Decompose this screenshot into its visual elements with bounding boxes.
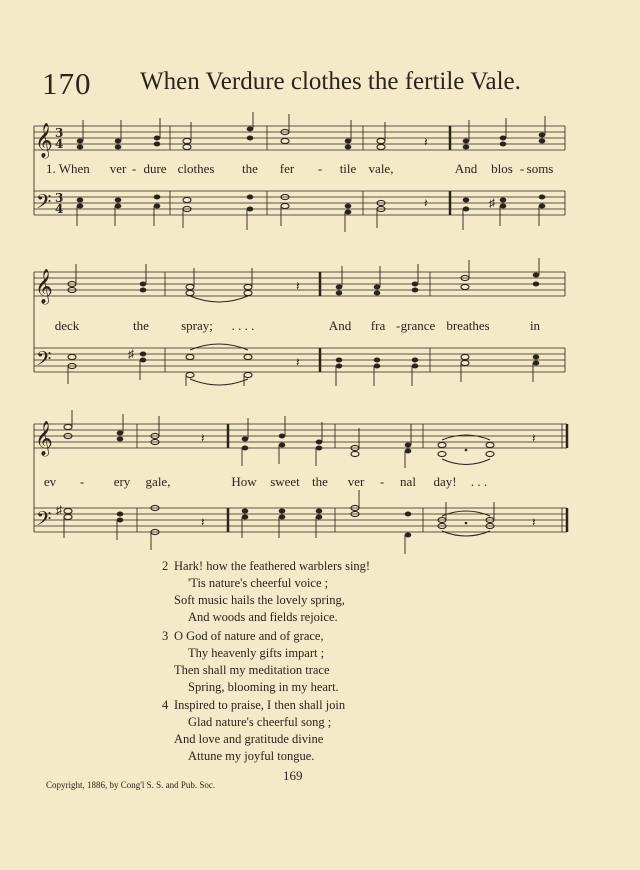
verse-line: Attune my joyful tongue. [188, 749, 315, 763]
verse-line: 'Tis nature's cheerful voice ; [188, 576, 329, 590]
staff-notation-2 [0, 258, 640, 388]
svg-text:𝄽: 𝄽 [532, 515, 536, 529]
svg-text:𝄽: 𝄽 [201, 515, 205, 529]
lyric-syllable: fra [370, 318, 386, 333]
lyric-hyphen: - [131, 161, 137, 176]
lyric-syllable: grance [400, 318, 436, 333]
lyric-syllable: tile [339, 161, 357, 176]
verse-4 [162, 697, 346, 765]
lyric-syllable: the [133, 318, 149, 333]
lyric-syllable: ver [347, 474, 365, 489]
svg-text:3: 3 [55, 191, 64, 205]
svg-text:𝄞: 𝄞 [35, 123, 53, 158]
lyric-syllable: dure [143, 161, 167, 176]
svg-text:𝄢: 𝄢 [36, 190, 52, 218]
verse-number: 2 [162, 559, 169, 573]
lyric-syllable: in [529, 318, 541, 333]
lyric-hyphen: - [317, 161, 323, 176]
svg-text:3: 3 [55, 126, 64, 140]
svg-text:𝄽: 𝄽 [201, 431, 205, 445]
verse-2 [162, 558, 371, 626]
lyric-syllable: deck [54, 318, 80, 333]
svg-text:𝄽: 𝄽 [424, 135, 428, 149]
lyric-syllable: soms [526, 161, 554, 176]
svg-text:𝄞: 𝄞 [35, 421, 53, 456]
lyric-hyphen: - [395, 318, 401, 333]
lyric-syllable: breathes [446, 318, 490, 333]
lyric-syllable: ery [113, 474, 131, 489]
lyric-syllable: 1. When [46, 161, 90, 176]
svg-text:4: 4 [55, 202, 64, 216]
svg-text:𝄽: 𝄽 [532, 431, 536, 445]
verse-line: Spring, blooming in my heart. [188, 680, 339, 694]
lyric-syllable: ev [43, 474, 57, 489]
svg-text:♯: ♯ [489, 196, 495, 210]
verse-line: And love and gratitude divine [174, 732, 324, 746]
verse-line: Hark! how the feathered warblers sing! [174, 559, 371, 573]
music-system-3 [0, 410, 640, 560]
verse-number: 3 [162, 629, 169, 643]
lyric-ellipsis: . . . . [231, 318, 255, 333]
svg-text:♯: ♯ [128, 347, 134, 361]
lyric-syllable: vale, [368, 161, 394, 176]
svg-text:𝄽: 𝄽 [296, 279, 300, 293]
music-system-2 [0, 258, 640, 388]
lyric-syllable: the [242, 161, 258, 176]
lyric-ellipsis: . . . [470, 474, 488, 489]
lyric-syllable: And [454, 161, 478, 176]
lyric-syllable: And [328, 318, 352, 333]
hymn-title: When Verdure clothes the fertile Vale. [140, 68, 521, 95]
lyric-syllable: clothes [177, 161, 215, 176]
svg-text:𝄞: 𝄞 [35, 269, 53, 304]
lyric-syllable: sweet [270, 474, 300, 489]
verse-line: Inspired to praise, I then shall join [174, 698, 346, 712]
lyric-hyphen: - [79, 474, 85, 489]
page-number: 169 [283, 768, 303, 783]
svg-text:𝄢: 𝄢 [36, 507, 52, 535]
copyright-notice: Copyright, 1886, by Cong'l S. S. and Pub. Soc. [46, 780, 216, 790]
verse-line: O God of nature and of grace, [174, 629, 324, 643]
lyric-hyphen: - [519, 161, 525, 176]
lyric-syllable: fer [279, 161, 295, 176]
svg-text:𝄢: 𝄢 [36, 347, 52, 375]
svg-text:♯: ♯ [56, 503, 62, 517]
verse-line: Thy heavenly gifts impart ; [188, 646, 325, 660]
verse-number: 4 [162, 698, 169, 712]
lyric-hyphen: - [379, 474, 385, 489]
verse-line: Then shall my meditation trace [174, 663, 330, 677]
svg-text:4: 4 [55, 137, 64, 151]
lyric-syllable: day! [433, 474, 457, 489]
lyric-syllable: ver [109, 161, 127, 176]
lyric-syllable: How [231, 474, 257, 489]
verse-line: Soft music hails the lovely spring, [174, 593, 345, 607]
staff-notation-1 [0, 112, 640, 242]
svg-text:𝄽: 𝄽 [424, 196, 428, 210]
lyric-syllable: nal [400, 474, 416, 489]
lyric-syllable: spray; [181, 318, 213, 333]
verse-3 [162, 628, 339, 696]
verse-line: Glad nature's cheerful song ; [188, 715, 332, 729]
lyric-syllable: gale, [145, 474, 171, 489]
lyric-syllable: the [312, 474, 328, 489]
music-system-1 [0, 112, 640, 242]
verse-line: And woods and fields rejoice. [188, 610, 338, 624]
lyric-syllable: blos [491, 161, 513, 176]
svg-text:𝄽: 𝄽 [296, 355, 300, 369]
hymn-number: 170 [42, 66, 92, 101]
